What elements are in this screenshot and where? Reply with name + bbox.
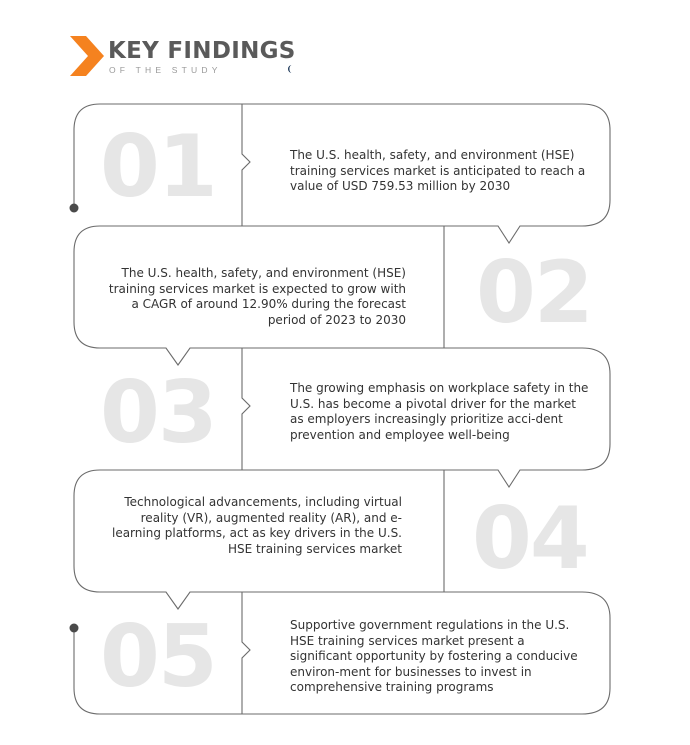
finding-text-05: Supportive government regulations in the U.S. HSE training services market present a significant opportunity by fostering a conducive environ-ment for businesses to invest in comprehensive training programs [290, 618, 578, 694]
page-title: KEY FINDINGS [108, 38, 296, 64]
flow-end-dot [70, 624, 79, 633]
page-subtitle: OF THE STUDY [109, 65, 222, 75]
finding-text-03: The growing emphasis on workplace safety in the U.S. has become a pivotal driver for the market as employers increasingly prioritize acci-dent prevention and employee well-being [290, 381, 589, 442]
finding-text-01: The U.S. health, safety, and environment (HSE) training services market is anticipated to reach a value of USD 759.53 million by 2030 [290, 148, 586, 193]
finding-text-04: Technological advancements, including virtual reality (VR), augmented reality (AR), and e-learning platforms, act as key drivers in the U.S. HSE training services market [111, 495, 402, 556]
finding-number-03: 03 [100, 363, 216, 463]
flow-start-dot [70, 204, 79, 213]
finding-number-01: 01 [100, 117, 216, 217]
finding-number-04: 04 [472, 489, 588, 589]
finding-number-02: 02 [476, 243, 592, 343]
finding-number-05: 05 [100, 607, 216, 707]
finding-text-02: The U.S. health, safety, and environment (HSE) training services market is expected to grow with a CAGR of around 12.90% during the forecast period of 2023 to 2030 [108, 266, 406, 327]
